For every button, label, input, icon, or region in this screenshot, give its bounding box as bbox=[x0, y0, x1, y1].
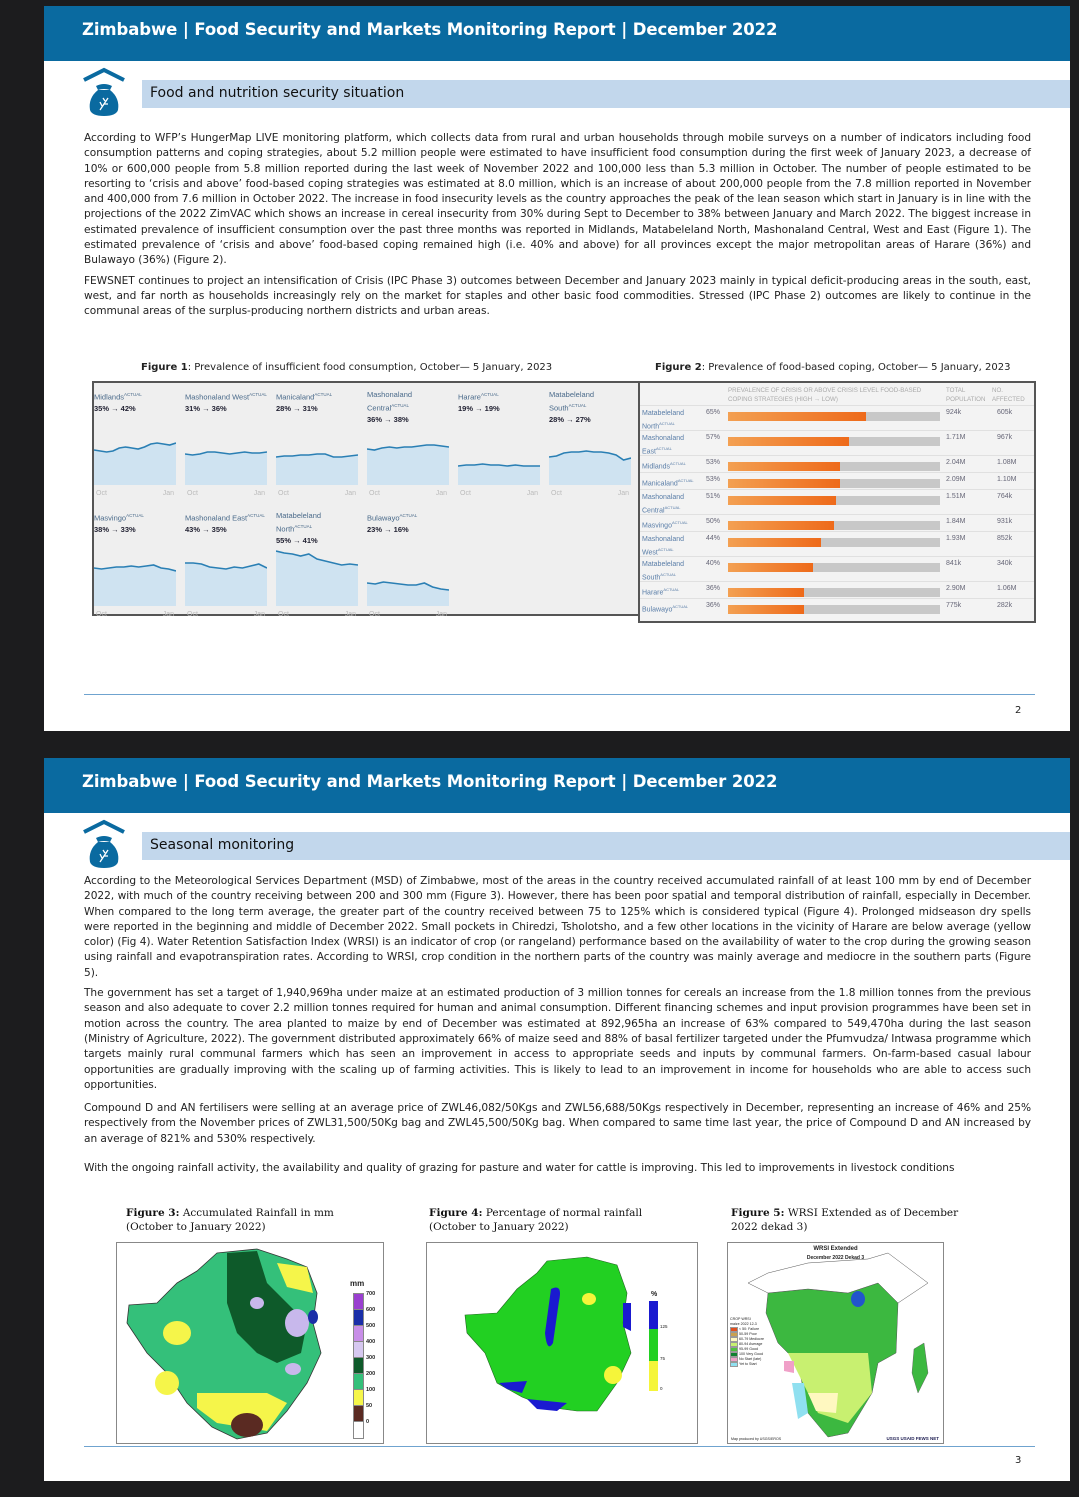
x-tick-start: Oct bbox=[96, 611, 107, 618]
figure3-rainfall-map bbox=[116, 1242, 384, 1444]
bar-track bbox=[728, 521, 940, 530]
x-tick-end: Jan bbox=[617, 490, 629, 497]
report-page-3 bbox=[44, 758, 1070, 1481]
footer-rule bbox=[84, 1446, 1035, 1447]
bar-track bbox=[728, 479, 940, 488]
legend-label: 50 bbox=[366, 1403, 373, 1409]
legend-swatch bbox=[353, 1421, 364, 1439]
paragraph: According to the Meteorological Services Department (MSD) of Zimbabwe, most of the areas in the country received accumulated rainfall of at least 100 mm by end of December 2022, with much of the country receiving between 200 and 300 mm (Figure 3). However, there has been poor spatial and temporal distribution of rainfall, especially in December. When compared to the long term average, the greater part of the country received between 75 to 125% which is considered typical (Figure 4). Prolonged midseason dry spells were reported in the beginning and middle of December 2022. Small pockets in Chiredzi, Tsholotsho, and a few other locations in the vicinity of Harare are below average (yellow color) (Fig 4). Water Retention Satisfaction Index (WRSI) is an indicator of crop (or rangeland) performance based on the availability of water to the crop during the growing season using rainfall and evapotranspiration rates. According to WRSI, crop condition in the northern parts of the country was mainly average and mediocre in the southern parts (Figure 5). bbox=[84, 875, 1031, 979]
change-value: 43% → 35% bbox=[185, 524, 227, 534]
x-tick-end: Jan bbox=[162, 611, 174, 618]
sparkline-area bbox=[458, 464, 540, 485]
section-title: Food and nutrition security situation bbox=[150, 85, 405, 101]
figure2-coping-table bbox=[638, 381, 1036, 623]
legend-label: 600 bbox=[366, 1307, 376, 1313]
actual-tag: ACTUAL bbox=[480, 392, 499, 397]
legend-swatch bbox=[649, 1329, 658, 1361]
number-affected: 605k bbox=[997, 409, 1013, 416]
map-title: WRSI Extended bbox=[813, 1246, 858, 1252]
number-affected: 931k bbox=[997, 518, 1013, 525]
actual-tag: ACTUAL bbox=[568, 403, 587, 408]
prevalence-bar bbox=[728, 496, 836, 505]
figure5-wrsi-map bbox=[727, 1242, 944, 1444]
coping-row bbox=[640, 556, 1034, 581]
x-tick-end: Jan bbox=[253, 611, 265, 618]
page-number: 3 bbox=[1015, 1455, 1022, 1466]
prevalence-bar bbox=[728, 538, 821, 547]
legend-label: 400 bbox=[366, 1339, 376, 1345]
prevalence-value: 44% bbox=[706, 535, 721, 542]
sparkline-bulawayo bbox=[367, 510, 449, 618]
prevalence-bar bbox=[728, 521, 834, 530]
figure5-caption: Figure 5: WRSI Extended as of December 2022 dekad 3) bbox=[731, 1207, 959, 1233]
sparkline-mashonaland-central bbox=[367, 389, 449, 497]
legend-label: 95-99 Good bbox=[739, 1347, 758, 1351]
legend-title: CROP WRSI bbox=[730, 1317, 751, 1321]
legend-label: 300 bbox=[366, 1355, 376, 1361]
bar-track bbox=[728, 412, 940, 421]
number-affected: 1.08M bbox=[997, 459, 1017, 466]
x-tick-end: Jan bbox=[253, 490, 265, 497]
change-value: 28% → 31% bbox=[276, 403, 318, 413]
total-population: 1.71M bbox=[946, 434, 966, 441]
figure4-caption: Figure 4: Percentage of normal rainfall (October to January 2022) bbox=[429, 1207, 643, 1233]
coping-row bbox=[640, 598, 1034, 623]
legend-label: 60-79 Mediocre bbox=[739, 1337, 764, 1341]
figure1-sparkline-grid bbox=[92, 381, 674, 616]
prevalence-value: 50% bbox=[706, 518, 721, 525]
figure3-legend bbox=[353, 1293, 375, 1437]
prevalence-bar bbox=[728, 462, 840, 471]
prevalence-value: 36% bbox=[706, 585, 721, 592]
sparkline-matabeleland-south bbox=[549, 389, 631, 497]
prevalence-bar bbox=[728, 412, 866, 421]
report-header bbox=[44, 758, 1070, 813]
sparkline-matabeleland-north bbox=[276, 510, 358, 618]
x-tick-end: Jan bbox=[344, 490, 356, 497]
sparkline-mashonaland-west bbox=[185, 389, 267, 497]
region-label bbox=[276, 510, 358, 546]
region-name: Manicaland bbox=[276, 392, 315, 402]
x-tick-start: Oct bbox=[187, 490, 198, 497]
x-tick-start: Oct bbox=[278, 490, 289, 497]
report-title: Zimbabwe | Food Security and Markets Monitoring Report | December 2022 bbox=[82, 772, 778, 791]
sparkline-chart bbox=[549, 425, 631, 485]
region-label bbox=[94, 389, 176, 414]
sparkline-chart bbox=[185, 425, 267, 485]
legend-label: 200 bbox=[366, 1371, 376, 1377]
region-name: Harare bbox=[458, 392, 481, 402]
body-text bbox=[84, 874, 1031, 1181]
figure4-normal-rainfall-map bbox=[426, 1242, 698, 1444]
number-affected: 1.10M bbox=[997, 476, 1017, 483]
region-label bbox=[367, 510, 449, 535]
province-name: Midlands$^{ACTUAL}$ bbox=[642, 461, 686, 471]
region-label bbox=[458, 389, 540, 414]
change-value: 31% → 36% bbox=[185, 403, 227, 413]
province-name: Masvingo$^{ACTUAL}$ bbox=[642, 520, 688, 530]
province-name: Harare$^{ACTUAL}$ bbox=[642, 587, 680, 597]
change-value: 38% → 33% bbox=[94, 524, 136, 534]
agency-logos: USGS USAID FEWS NET bbox=[886, 1436, 939, 1441]
bar-track bbox=[728, 605, 940, 614]
prevalence-value: 36% bbox=[706, 602, 721, 609]
region-name: Bulawayo bbox=[367, 513, 400, 523]
paragraph: FEWSNET continues to project an intensification of Crisis (IPC Phase 3) outcomes between December and January 2023 mainly in typical deficit-producing areas in the south, east, west, and far north as households increasingly rely on the market for staples and other basic food commodities. Stressed (IPC Phase 2) outcomes are likely to continue in the communal areas of the surplus-producing northern districts and urban areas. bbox=[84, 274, 1031, 318]
x-tick-end: Jan bbox=[344, 611, 356, 618]
region-name: Mashonaland West bbox=[185, 392, 250, 402]
legend-item bbox=[649, 1361, 668, 1391]
section-heading-bar bbox=[142, 80, 1070, 108]
prevalence-value: 40% bbox=[706, 560, 721, 567]
prevalence-bar bbox=[728, 588, 804, 597]
legend-swatch bbox=[649, 1361, 658, 1391]
number-affected: 282k bbox=[997, 602, 1013, 609]
prevalence-bar bbox=[728, 605, 804, 614]
body-text bbox=[84, 131, 1031, 325]
total-population: 1.51M bbox=[946, 493, 966, 500]
actual-tag: ACTUAL bbox=[126, 513, 144, 518]
bar-track bbox=[728, 538, 940, 547]
sparkline-chart bbox=[94, 425, 176, 485]
region-name: Mashonaland Central bbox=[367, 390, 413, 413]
region-name: Matabeleland North bbox=[276, 511, 322, 534]
change-value: 35% → 42% bbox=[94, 403, 136, 413]
x-tick-start: Oct bbox=[460, 490, 471, 497]
coping-row bbox=[640, 430, 1034, 455]
total-population: 1.84M bbox=[946, 518, 966, 525]
sparkline-manicaland bbox=[276, 389, 358, 497]
actual-tag: ACTUAL bbox=[124, 392, 142, 397]
region-label bbox=[185, 510, 267, 535]
legend-label: 75 bbox=[660, 1356, 666, 1361]
total-population: 924k bbox=[946, 409, 962, 416]
bar-track bbox=[728, 462, 940, 471]
x-tick-start: Oct bbox=[551, 490, 562, 497]
region-label bbox=[549, 389, 631, 425]
wrsi-legend bbox=[730, 1317, 764, 1367]
report-header bbox=[44, 6, 1070, 61]
section-title: Seasonal monitoring bbox=[150, 837, 295, 853]
sparkline-area bbox=[94, 565, 176, 606]
prevalence-value: 53% bbox=[706, 459, 721, 466]
region-label bbox=[94, 510, 176, 535]
paragraph: The government has set a target of 1,940,969ha under maize at an estimated production of 3 million tonnes for cereals an increase from the 1.8 million tonnes from the previous season and also adequate to cover 2.2 million tonnes required for human and animal consumption. Different financing schemes and input provision programmes have been set in motion across the country. The area planted to maize by end of December was estimated at 892,965ha an increase of 63% compared to 549,470ha during the last season (Ministry of Agriculture, 2022). The government distributed approximately 66% of maize seed and 88% of basal fertilizer targeted under the Pfumvudza/ Intwasa programme which targets mainly rural communal farmers which has seen an improvement in access to appropriate seeds and inputs by communal farmers. On-farm-based casual labour opportunities are gradually improving with the scaling up of farming activities. This is likely to lead to an improvement in income for households who are able to access such opportunities. bbox=[84, 987, 1031, 1091]
legend-item bbox=[730, 1362, 764, 1367]
province-name: Mashonaland East$^{ACTUAL}$ bbox=[642, 435, 685, 456]
legend-label: 80-94 Average bbox=[739, 1342, 763, 1346]
figure1-caption: Figure 1: Prevalence of insufficient food consumption, October— 5 January, 2023 bbox=[141, 362, 553, 373]
figure4-legend bbox=[649, 1301, 668, 1391]
legend-label: 50-59 Poor bbox=[739, 1332, 757, 1336]
sparkline-chart bbox=[458, 425, 540, 485]
footer-rule bbox=[84, 694, 1035, 695]
change-value: 19% → 19% bbox=[458, 403, 500, 413]
food-bag-icon bbox=[78, 66, 130, 118]
change-value: 28% → 27% bbox=[549, 414, 591, 424]
sparkline-mashonaland-east bbox=[185, 510, 267, 618]
actual-tag: ACTUAL bbox=[294, 524, 313, 529]
x-tick-start: Oct bbox=[369, 490, 380, 497]
figure3-caption: Figure 3: Accumulated Rainfall in mm (October to January 2022) bbox=[126, 1207, 334, 1233]
legend-swatch bbox=[730, 1362, 738, 1367]
page-number: 2 bbox=[1015, 705, 1022, 716]
province-name: Matabeleland North$^{ACTUAL}$ bbox=[642, 410, 685, 431]
number-affected: 852k bbox=[997, 535, 1013, 542]
bar-track bbox=[728, 496, 940, 505]
sparkline-chart bbox=[367, 546, 449, 606]
legend-label: 125 bbox=[660, 1324, 668, 1329]
x-tick-start: Oct bbox=[369, 611, 380, 618]
region-label bbox=[367, 389, 449, 425]
paragraph: According to WFP’s HungerMap LIVE monitoring platform, which collects data from rural and urban households through mobile surveys on a number of indicators including food consumption patterns and coping strategies, about 5.2 million people were estimated to have insufficient food consumption during the first week of January 2023, a decrease of 10% or 600,000 people from 5.8 million reported during the last week of November 2022 and 100,000 less than 5.3 million in October. The number of people estimated to be resorting to ‘crisis and above’ food-based coping strategies was estimated at 8.0 million, which is an increase of about 200,000 people from the 7.8 million reported in November and 400,000 from 7.6 million in October 2022. The increase in food insecurity levels as the country approaches the peak of the lean season which start in January is in line with the projections of the 2022 ZimVAC which shows an increase in cereal insecurity from 30% during Sept to December to 38% between January and March 2022. The biggest increase in estimated prevalence of insufficient consumption over the past three months was reported in Midlands, Matabeleland North, Mashonaland Central, West and East (Figure 1). The estimated prevalence of ‘crisis and above’ food-based coping remained high (i.e. 40% and above) for all provinces except the major metropolitan areas of Harare (36%) and Bulawayo (36%) (Figure 2). bbox=[84, 132, 1031, 267]
sparkline-chart bbox=[367, 425, 449, 485]
sparkline-chart bbox=[94, 546, 176, 606]
x-tick-end: Jan bbox=[435, 611, 447, 618]
legend-subtitle: maize 2022 12-3 bbox=[730, 1322, 757, 1326]
actual-tag: ACTUAL bbox=[391, 403, 409, 408]
figure2-caption: Figure 2: Prevalence of food-based coping, October— 5 January, 2023 bbox=[655, 362, 1011, 373]
legend-unit: % bbox=[651, 1291, 658, 1298]
prevalence-value: 51% bbox=[706, 493, 721, 500]
coping-row bbox=[640, 405, 1034, 430]
report-title: Zimbabwe | Food Security and Markets Monitoring Report | December 2022 bbox=[82, 20, 778, 39]
region-label bbox=[185, 389, 267, 414]
change-value: 23% → 16% bbox=[367, 524, 409, 534]
sparkline-harare bbox=[458, 389, 540, 497]
region-name: Masvingo bbox=[94, 513, 127, 523]
region-name: Matabeleland South bbox=[549, 390, 595, 413]
legend-label: 100 bbox=[366, 1387, 376, 1393]
prevalence-value: 57% bbox=[706, 434, 721, 441]
actual-tag: ACTUAL bbox=[247, 513, 265, 518]
actual-tag: ACTUAL bbox=[399, 513, 418, 518]
province-name: Mashonaland West$^{ACTUAL}$ bbox=[642, 536, 685, 557]
legend-label: 0 bbox=[366, 1419, 370, 1425]
paragraph: With the ongoing rainfall activity, the availability and quality of grazing for pasture and water for cattle is improving. This led to improvements in livestock conditions bbox=[84, 1162, 955, 1175]
actual-tag: ACTUAL bbox=[314, 392, 333, 397]
number-affected: 764k bbox=[997, 493, 1013, 500]
coping-row bbox=[640, 531, 1034, 556]
sparkline-area bbox=[367, 445, 449, 485]
sparkline-area bbox=[276, 454, 358, 485]
wrsi-legend-items bbox=[730, 1327, 764, 1367]
prevalence-bar bbox=[728, 479, 840, 488]
bar-track bbox=[728, 563, 940, 572]
legend-label: 100 Very Good bbox=[739, 1352, 763, 1356]
legend-item bbox=[649, 1329, 668, 1361]
sparkline-line bbox=[458, 464, 540, 466]
number-affected: 340k bbox=[997, 560, 1013, 567]
map-subtitle: December 2022 Dekad 3 bbox=[806, 1255, 865, 1261]
section-heading-bar bbox=[142, 832, 1070, 860]
legend-label: < 50: Failure bbox=[739, 1327, 760, 1331]
report-page-2 bbox=[44, 6, 1070, 731]
prevalence-bar bbox=[728, 437, 849, 446]
sparkline-masvingo bbox=[94, 510, 176, 618]
x-tick-start: Oct bbox=[187, 611, 198, 618]
legend-label: 500 bbox=[366, 1323, 376, 1329]
sparkline-chart bbox=[276, 425, 358, 485]
sparkline-midlands bbox=[94, 389, 176, 497]
sparkline-chart bbox=[276, 546, 358, 606]
total-population: 841k bbox=[946, 560, 962, 567]
sparkline-area bbox=[185, 452, 267, 485]
number-affected: 967k bbox=[997, 434, 1013, 441]
bar-track bbox=[728, 588, 940, 597]
x-tick-end: Jan bbox=[162, 490, 174, 497]
province-name: Matabeleland South$^{ACTUAL}$ bbox=[642, 561, 685, 582]
x-tick-end: Jan bbox=[526, 490, 538, 497]
prevalence-value: 53% bbox=[706, 476, 721, 483]
province-name: Manicaland$^{ACTUAL}$ bbox=[642, 478, 694, 488]
map-credit: Map produced by USGS/EROS bbox=[731, 1437, 782, 1441]
region-name: Midlands bbox=[94, 392, 125, 402]
paragraph: Compound D and AN fertilisers were selling at an average price of ZWL46,082/50Kgs and ZWL56,688/50Kgs respectively in December, representing an increase of 46% and 25% respectively from the November prices of ZWL31,500/50Kg bag and ZWL45,500/50Kg bag. When compared to same time last year, the price of Compound D and AN increased by an average of 821% and 530% respectively. bbox=[84, 1102, 1031, 1145]
total-population: 775k bbox=[946, 602, 962, 609]
zimbabwe-rainfall-map-image bbox=[117, 1243, 383, 1443]
total-population: 2.90M bbox=[946, 585, 966, 592]
x-tick-start: Oct bbox=[278, 611, 289, 618]
legend-item bbox=[649, 1301, 668, 1329]
legend-swatch bbox=[649, 1301, 658, 1329]
legend-label: No Start (late) bbox=[739, 1357, 762, 1361]
food-bag-icon bbox=[78, 818, 130, 870]
sparkline-chart bbox=[185, 546, 267, 606]
actual-tag: ACTUAL bbox=[249, 392, 267, 397]
change-value: 36% → 38% bbox=[367, 414, 409, 424]
prevalence-bar bbox=[728, 563, 813, 572]
x-tick-end: Jan bbox=[435, 490, 447, 497]
legend-item bbox=[353, 1421, 375, 1437]
column-header-prevalence: PREVALENCE OF CRISIS OR ABOVE CRISIS LEVEL FOOD-BASED COPING STRATEGIES (HIGH → LOW) bbox=[728, 387, 922, 403]
legend-item bbox=[353, 1405, 375, 1421]
column-header-total-population: TOTAL POPULATION bbox=[946, 387, 986, 403]
total-population: 2.09M bbox=[946, 476, 966, 483]
coping-row bbox=[640, 489, 1034, 514]
bar-track bbox=[728, 437, 940, 446]
total-population: 2.04M bbox=[946, 459, 966, 466]
column-header-no-affected: NO. AFFECTED bbox=[992, 387, 1025, 403]
province-name: Bulawayo$^{ACTUAL}$ bbox=[642, 604, 689, 614]
total-population: 1.93M bbox=[946, 535, 966, 542]
number-affected: 1.06M bbox=[997, 585, 1017, 592]
region-label bbox=[276, 389, 358, 414]
province-name: Mashonaland Central$^{ACTUAL}$ bbox=[642, 494, 685, 515]
legend-label: 700 bbox=[366, 1291, 376, 1297]
legend-unit: mm bbox=[350, 1279, 365, 1288]
prevalence-value: 65% bbox=[706, 409, 721, 416]
legend-label: Yet to Start bbox=[739, 1362, 757, 1366]
region-name: Mashonaland East bbox=[185, 513, 248, 523]
legend-label: 0 bbox=[660, 1386, 663, 1391]
change-value: 55% → 41% bbox=[276, 535, 318, 545]
x-tick-start: Oct bbox=[96, 490, 107, 497]
